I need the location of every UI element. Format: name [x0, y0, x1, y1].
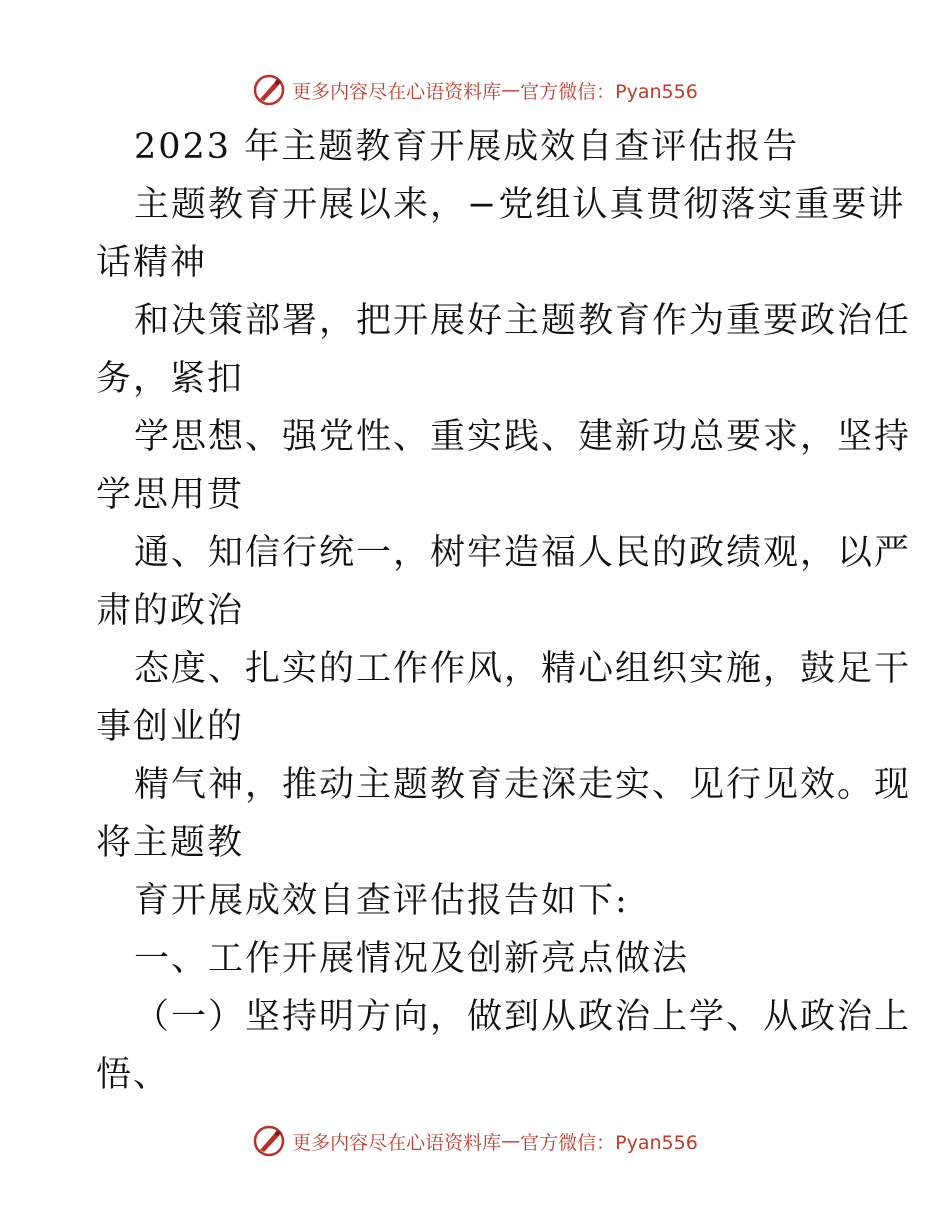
paragraph-line: 学思想、强党性、重实践、建新功总要求，坚持: [134, 417, 912, 457]
watermark-separator: —: [501, 79, 521, 101]
watermark-header: [0, 70, 950, 110]
paragraph-line: 悟、: [96, 1055, 171, 1095]
document-body: [96, 118, 912, 1104]
watermark-footer: [0, 1121, 950, 1161]
watermark-text: 更多内容尽在心语资料库: [292, 80, 502, 103]
paragraph-line: 精气神，推动主题教育走深走实、见行见效。现: [134, 765, 912, 805]
paragraph-line: 和决策部署，把开展好主题教育作为重要政治任: [134, 301, 912, 341]
paragraph-line: 务，紧扣: [96, 359, 245, 399]
paragraph-line: 主题教育开展以来，−党组认真贯彻落实重要讲: [134, 185, 906, 225]
paragraph-line: 育开展成效自查评估报告如下:: [134, 881, 629, 921]
paragraph-line: 学思用贯: [96, 475, 245, 515]
pen-logo-icon: [252, 1124, 286, 1158]
subsection-heading: （一）坚持明方向，做到从政治上学、从政治上: [134, 997, 912, 1037]
paragraph-line: 态度、扎实的工作作风，精心组织实施，鼓足干: [134, 649, 912, 689]
paragraph-line: 通、知信行统一，树牢造福人民的政绩观，以严: [134, 533, 912, 573]
paragraph-line: 事创业的: [96, 707, 245, 747]
watermark-text: 更多内容尽在心语资料库: [292, 1131, 502, 1154]
paragraph-line: 话精神: [96, 243, 208, 283]
section-heading: 一、工作开展情况及创新亮点做法: [134, 939, 690, 979]
watermark-separator: —: [501, 1130, 521, 1152]
paragraph-line: 将主题教: [96, 823, 245, 863]
pen-logo-icon: [252, 73, 286, 107]
paragraph-line: 肃的政治: [96, 591, 245, 631]
watermark-contact: 官方微信：Pyan556: [520, 1131, 698, 1154]
watermark-contact: 官方微信：Pyan556: [520, 80, 698, 103]
document-title: 2023 年主题教育开展成效自查评估报告: [134, 127, 800, 167]
